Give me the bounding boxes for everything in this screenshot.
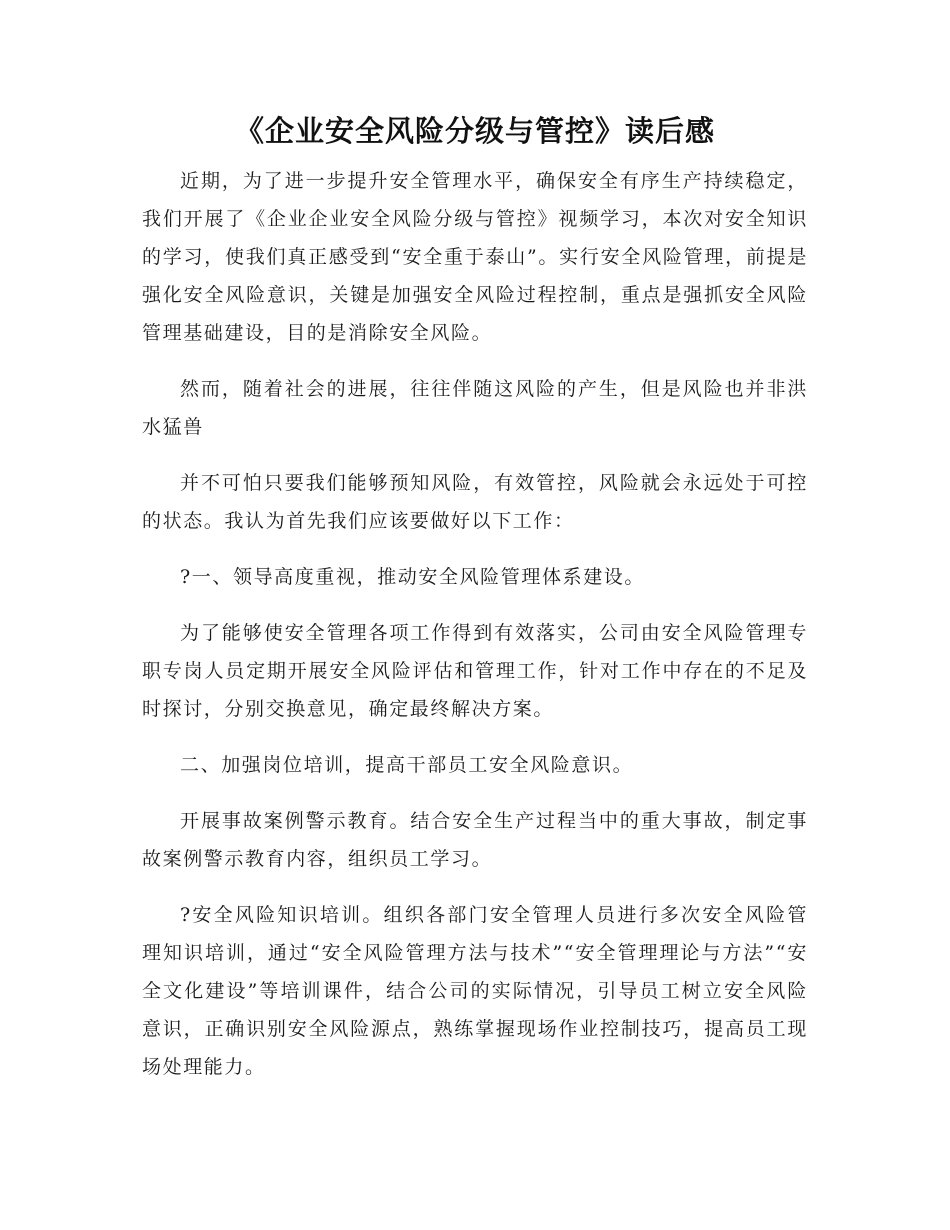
paragraph-section-one-body: 为了能够使安全管理各项工作得到有效落实，公司由安全风险管理专职专岗人员定期开展安全风险评估和管理工作，针对工作中存在的不足及时探讨，分别交换意见，确定最终解决方案。: [142, 622, 808, 720]
paragraph-risk-development: 然而，随着社会的进展，往往伴随这风险的产生，但是风险也并非洪水猛兽: [142, 378, 808, 438]
document-title: 《企业安全风险分级与管控》读后感: [234, 114, 715, 148]
paragraph-section-one-heading: ?一、领导高度重视，推动安全风险管理体系建设。: [180, 566, 645, 588]
paragraph-controllable: 并不可怕只要我们能够预知风险，有效管控，风险就会永远处于可控的状态。我认为首先我们应该要做好以下工作：: [142, 472, 808, 532]
document-body: [142, 162, 808, 1104]
paragraph-case-education: 开展事故案例警示教育。结合安全生产过程当中的重大事故，制定事故案例警示教育内容，组织员工学习。: [142, 810, 808, 870]
paragraph-knowledge-training: ?安全风险知识培训。组织各部门安全管理人员进行多次安全风险管理知识培训，通过“安全风险管理方法与技术”“安全管理理论与方法”“安全文化建设”等培训课件，结合公司的实际情况，引导员工树立安全风险意识，正确识别安全风险源点，熟练掌握现场作业控制技巧，提高员工现场处理能力。: [142, 904, 808, 1078]
paragraph-section-two-heading: 二、加强岗位培训，提高干部员工安全风险意识。: [180, 754, 634, 776]
paragraph-intro: 近期，为了进一步提升安全管理水平，确保安全有序生产持续稳定，我们开展了《企业企业安全风险分级与管控》视频学习，本次对安全知识的学习，使我们真正感受到“安全重于泰山”。实行安全风险管理，前提是强化安全风险意识，关键是加强安全风险过程控制，重点是强抓安全风险管理基础建设，目的是消除安全风险。: [142, 170, 808, 344]
